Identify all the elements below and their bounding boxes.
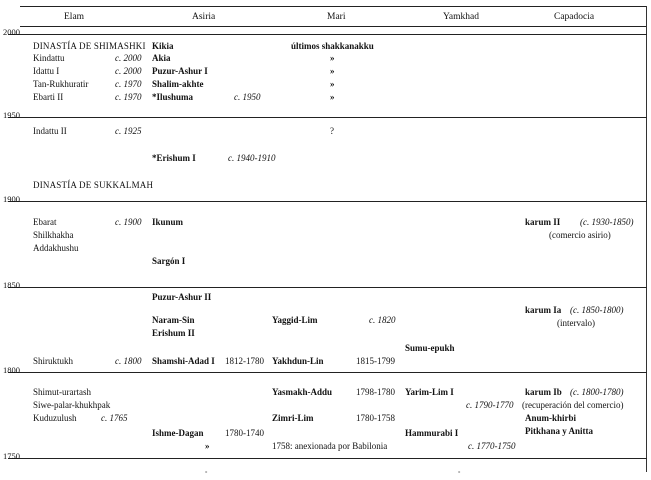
asiria-erishum-2: Erishum II <box>152 328 195 338</box>
year-label-1950: 1950 <box>3 110 20 120</box>
elam-kuduzulush: Kuduzulush <box>33 413 77 423</box>
mari-yasmakh-addu: Yasmakh-Addu <box>272 387 333 397</box>
yamkhad-yarim-lim-1: Yarim-Lim I <box>405 387 454 397</box>
rule-1800 <box>8 372 647 373</box>
header-yamkhad: Yamkhad <box>443 12 479 22</box>
elam-ebarti-2: Ebarti II <box>33 92 64 102</box>
elam-indattu-2-date: c. 1925 <box>115 126 142 136</box>
header-elam: Elam <box>64 12 85 22</box>
mari-yakhdun-lin: Yakhdun-Lin <box>272 356 324 366</box>
elam-shiruktukh: Shiruktukh <box>33 356 74 366</box>
right-rule <box>646 6 647 472</box>
asiria-ikunum: Ikunum <box>152 217 184 227</box>
elam-idattu-1-date: c. 2000 <box>115 66 142 76</box>
year-label-1800: 1800 <box>3 365 20 375</box>
elam-tan-rukhuratir-date: c. 1970 <box>115 79 142 89</box>
asiria-akia: Akia <box>152 53 171 63</box>
mari-zimri-lim: Zimri-Lim <box>272 413 314 423</box>
capadocia-karum-1b: karum Ib <box>525 387 562 397</box>
asiria-ishme-dagan-cont: » <box>205 441 210 451</box>
mari-zimri-lim-date: 1780-1758 <box>356 413 395 423</box>
asiria-sargon-1: Sargón I <box>152 256 186 266</box>
capadocia-karum-1a-note: (intervalo) <box>557 318 595 328</box>
mari-annexation-note: 1758: anexionada por Babilonia <box>272 441 388 451</box>
elam-shiruktukh-date: c. 1800 <box>115 356 142 366</box>
yamkhad-hammurabi-1-date: c. 1770-1750 <box>468 441 516 451</box>
year-label-1850: 1850 <box>3 280 20 290</box>
mari-ultimos-shakkanakku: últimos shakkanakku <box>291 41 374 51</box>
elam-shilkhakha: Shilkhakha <box>33 230 74 240</box>
asiria-ilushuma-date: c. 1950 <box>234 92 261 102</box>
asiria-shamshi-adad-1: Shamshi-Adad I <box>152 356 215 366</box>
mari-yaggid-lim-date: c. 1820 <box>369 315 396 325</box>
asiria-puzur-ashur-2: Puzur-Ashur II <box>152 292 212 302</box>
asiria-ilushuma: *Ilushuma <box>152 92 194 102</box>
capadocia-pitkhana-anitta: Pitkhana y Anitta <box>525 426 594 436</box>
elam-kuduzulush-date: c. 1765 <box>101 413 128 423</box>
top-rule <box>20 6 647 7</box>
elam-addakhushu: Addakhushu <box>33 243 79 253</box>
asiria-kikia: Kikia <box>152 41 174 51</box>
mari-unknown: ? <box>330 126 334 136</box>
elam-ebarti-2-date: c. 1970 <box>115 92 142 102</box>
capadocia-karum-2: karum II <box>525 217 561 227</box>
asiria-erishum-1-date: c. 1940-1910 <box>228 153 276 163</box>
header-rule <box>20 26 647 27</box>
header-capadocia: Capadocia <box>554 12 595 22</box>
asiria-ishme-dagan-date: 1780-1740 <box>225 428 264 438</box>
capadocia-karum-1a-date: (c. 1850-1800) <box>570 305 624 315</box>
asiria-shalim-akhte: Shalim-akhte <box>152 79 204 89</box>
mari-yaggid-lim: Yaggid-Lim <box>272 315 318 325</box>
year-label-1900: 1900 <box>3 194 20 204</box>
elam-kindattu-date: c. 2000 <box>115 53 142 63</box>
dynasty-shimashki: DINASTÍA DE SHIMASHKI <box>33 41 146 51</box>
capadocia-karum-1b-note: (recuperación del comercio) <box>522 400 624 410</box>
rule-1950 <box>8 117 647 118</box>
mari-yakhdun-lin-date: 1815-1799 <box>356 356 395 366</box>
year-label-1750: 1750 <box>3 451 20 461</box>
elam-idattu-1: Idattu I <box>33 66 60 76</box>
elam-tan-rukhuratir: Tan-Rukhuratir <box>33 79 89 89</box>
rule-2000 <box>8 34 647 35</box>
capadocia-karum-1b-date: (c. 1800-1780) <box>570 387 624 397</box>
yamkhad-hammurabi-1: Hammurabi I <box>405 428 459 438</box>
elam-indattu-2: Indattu II <box>33 126 67 136</box>
mari-continued-3: » <box>330 79 335 89</box>
rule-1850 <box>8 287 647 288</box>
yamkhad-yarim-lim-1-date: c. 1790-1770 <box>466 400 514 410</box>
capadocia-karum-1a: karum Ia <box>525 305 562 315</box>
bottom-fragment-asiria: ° <box>205 471 208 477</box>
asiria-puzur-ashur-1: Puzur-Ashur I <box>152 66 208 76</box>
mari-continued-2: » <box>330 66 335 76</box>
rule-1900 <box>8 201 647 202</box>
elam-ebarat: Ebarat <box>33 217 57 227</box>
header-asiria: Asiria <box>192 12 216 22</box>
yamkhad-sumu-epukh: Sumu-epukh <box>405 343 455 353</box>
capadocia-anum-khirbi: Anum-khirbi <box>525 413 577 423</box>
elam-ebarat-date: c. 1900 <box>115 217 142 227</box>
mari-continued-4: » <box>330 92 335 102</box>
year-label-2000: 2000 <box>3 27 20 37</box>
asiria-erishum-1: *Erishum I <box>152 153 196 163</box>
rule-1750 <box>8 458 647 459</box>
header-mari: Mari <box>327 12 346 22</box>
asiria-shamshi-adad-1-date: 1812-1780 <box>225 356 264 366</box>
dynasty-sukkalmah: DINASTÍA DE SUKKALMAH <box>33 180 154 190</box>
asiria-ishme-dagan: Ishme-Dagan <box>152 428 204 438</box>
bottom-fragment-yamkhad: ° <box>458 471 461 477</box>
elam-shimut-urartash: Shimut-urartash <box>33 387 91 397</box>
asiria-naram-sin: Naram-Sin <box>152 315 195 325</box>
capadocia-karum-2-note: (comercio asirio) <box>549 230 611 240</box>
capadocia-karum-2-date: (c. 1930-1850) <box>580 217 634 227</box>
elam-kindattu: Kindattu <box>33 53 65 63</box>
elam-siwe-palar-khukhpak: Siwe-palar-khukhpak <box>33 400 111 410</box>
mari-continued-1: » <box>330 53 335 63</box>
mari-yasmakh-addu-date: 1798-1780 <box>356 387 395 397</box>
